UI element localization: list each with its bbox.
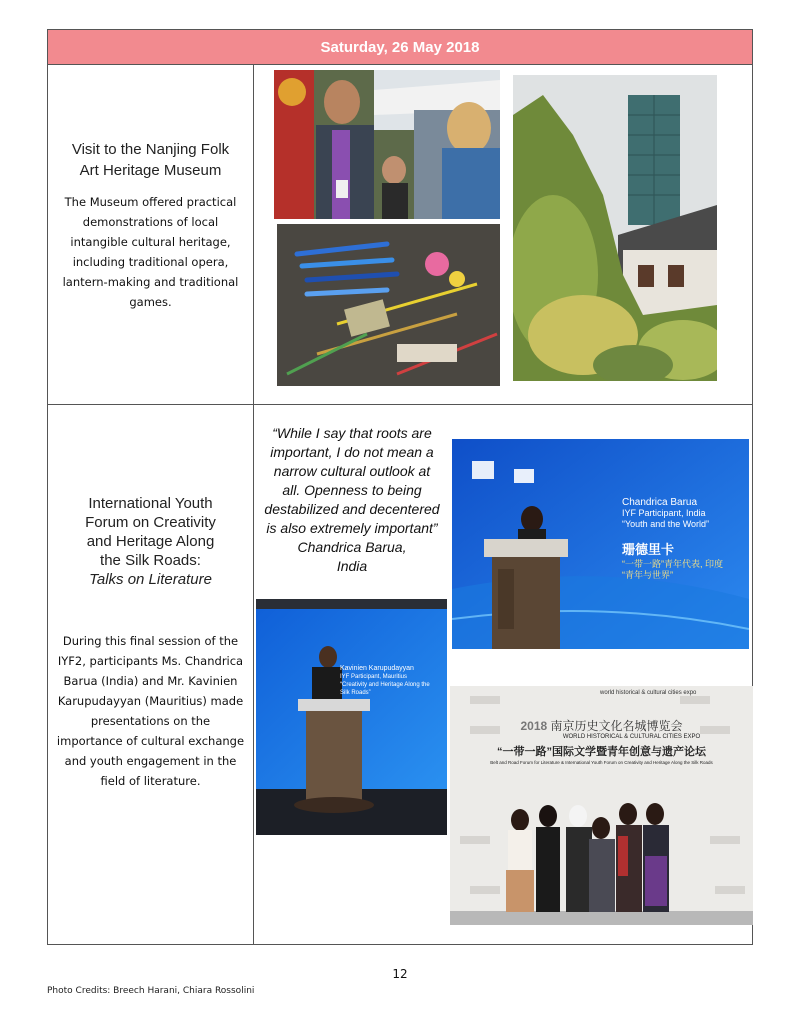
section1-title — [48, 139, 253, 181]
quote-line: Chandrica Barua, — [297, 539, 407, 555]
column-divider — [253, 65, 254, 944]
section2-body-line: Karupudayyan (Mauritius) made — [57, 694, 244, 708]
quote-line: important, I do not mean a — [270, 444, 434, 460]
section1-title-line: Art Heritage Museum — [79, 162, 222, 179]
expo-logo-text — [600, 690, 753, 697]
section2-body-line: field of literature. — [100, 774, 201, 788]
section2-title-line: the Silk Roads: — [100, 552, 201, 569]
section1-body — [48, 192, 253, 312]
speaker1-name: Chandrica Barua — [622, 497, 698, 508]
speaker2-name: Kavinien Karupudayyan — [340, 665, 414, 672]
date-header — [48, 30, 752, 65]
expo-banner — [450, 690, 753, 765]
museum-visitor-photo — [274, 70, 500, 219]
speaker1-screen-caption — [622, 497, 723, 581]
section2-title-line: and Heritage Along — [86, 533, 215, 550]
section2-subtitle: Talks on Literature — [89, 571, 212, 588]
section1-body-line: lantern-making and traditional — [62, 275, 239, 289]
speaker1-topic: “Youth and the World” — [622, 519, 710, 529]
section1-body-line: The Museum offered practical — [64, 195, 237, 209]
chandrica-podium-photo — [452, 439, 749, 649]
city-tower-photo — [513, 75, 717, 381]
section2-title-line: Forum on Creativity — [85, 514, 216, 531]
quote-line: all. Openness to being — [282, 482, 422, 498]
section2-title-line: International Youth — [88, 495, 213, 512]
craft-materials-photo — [277, 224, 500, 386]
speaker2-topic: “Creativity and Heritage Along the Silk Roads” — [340, 682, 430, 696]
logo-text-line: world — [600, 690, 615, 696]
section2-body-line: Barua (India) and Mr. Kavinien — [63, 674, 238, 688]
expo-en-title: WORLD HISTORICAL & CULTURAL CITIES EXPO — [562, 734, 701, 740]
section1-body-line: including traditional opera, — [72, 255, 229, 269]
logo-text-line: cities expo — [668, 690, 697, 696]
quote-line: “While I say that roots are — [272, 425, 432, 441]
row-divider — [48, 404, 752, 405]
group-photo — [450, 686, 753, 925]
page-number: 12 — [392, 967, 408, 981]
section1-body-line: demonstrations of local — [82, 215, 219, 229]
chandrica-quote — [258, 424, 446, 576]
speaker1-role: IYF Participant, India — [622, 508, 706, 518]
speaker2-screen-caption — [340, 665, 440, 697]
section2-body-line: importance of cultural exchange — [56, 734, 245, 748]
date-header-text: Saturday, 26 May 2018 — [320, 38, 480, 56]
kavinien-podium-photo — [256, 599, 447, 835]
section2-body-line: and youth engagement in the — [64, 754, 237, 768]
section1-text — [48, 139, 253, 312]
speaker1-cn-role: “一带一路”青年代表, 印度 — [622, 559, 723, 569]
quote-line: destabilized and decentered — [264, 501, 440, 517]
expo-cn-title: 南京历史文化名城博览会 — [550, 719, 683, 733]
section1-body-line: intangible cultural heritage, — [70, 235, 231, 249]
speaker2-role: IYF Participant, Mauritius — [340, 674, 408, 680]
quote-line: is also extremely important” — [266, 520, 438, 536]
expo-year: 2018 — [520, 719, 548, 733]
quote-line: narrow cultural outlook at — [273, 463, 431, 479]
section2-body-line: presentations on the — [90, 714, 211, 728]
logo-text-line: cultural — [647, 690, 667, 696]
quote-line: India — [336, 558, 368, 574]
section2-body — [48, 631, 253, 791]
section2-title — [48, 494, 253, 589]
speaker1-cn-name: 珊德里卡 — [622, 542, 675, 557]
speaker1-cn-topic: “青年与世界” — [622, 570, 673, 580]
expo-title-row — [450, 717, 753, 734]
section2-body-line: IYF2, participants Ms. Chandrica — [57, 654, 244, 668]
photo-credits: Photo Credits: Breech Harani, Chiara Rossolini — [47, 986, 255, 996]
section1-title-line: Visit to the Nanjing Folk — [71, 141, 230, 158]
logo-text-line: historical & — [616, 690, 646, 696]
section1-body-line: games. — [129, 295, 172, 309]
section2-body-line: During this final session of the — [62, 634, 239, 648]
section2-text — [48, 494, 253, 791]
forum-en-title: Belt and Road Forum for Literature & International Youth Forum on Creativity and Heritage Along the Silk Roads — [490, 760, 713, 765]
forum-cn-title: “一带一路”国际文学暨青年创意与遗产论坛 — [497, 746, 706, 758]
